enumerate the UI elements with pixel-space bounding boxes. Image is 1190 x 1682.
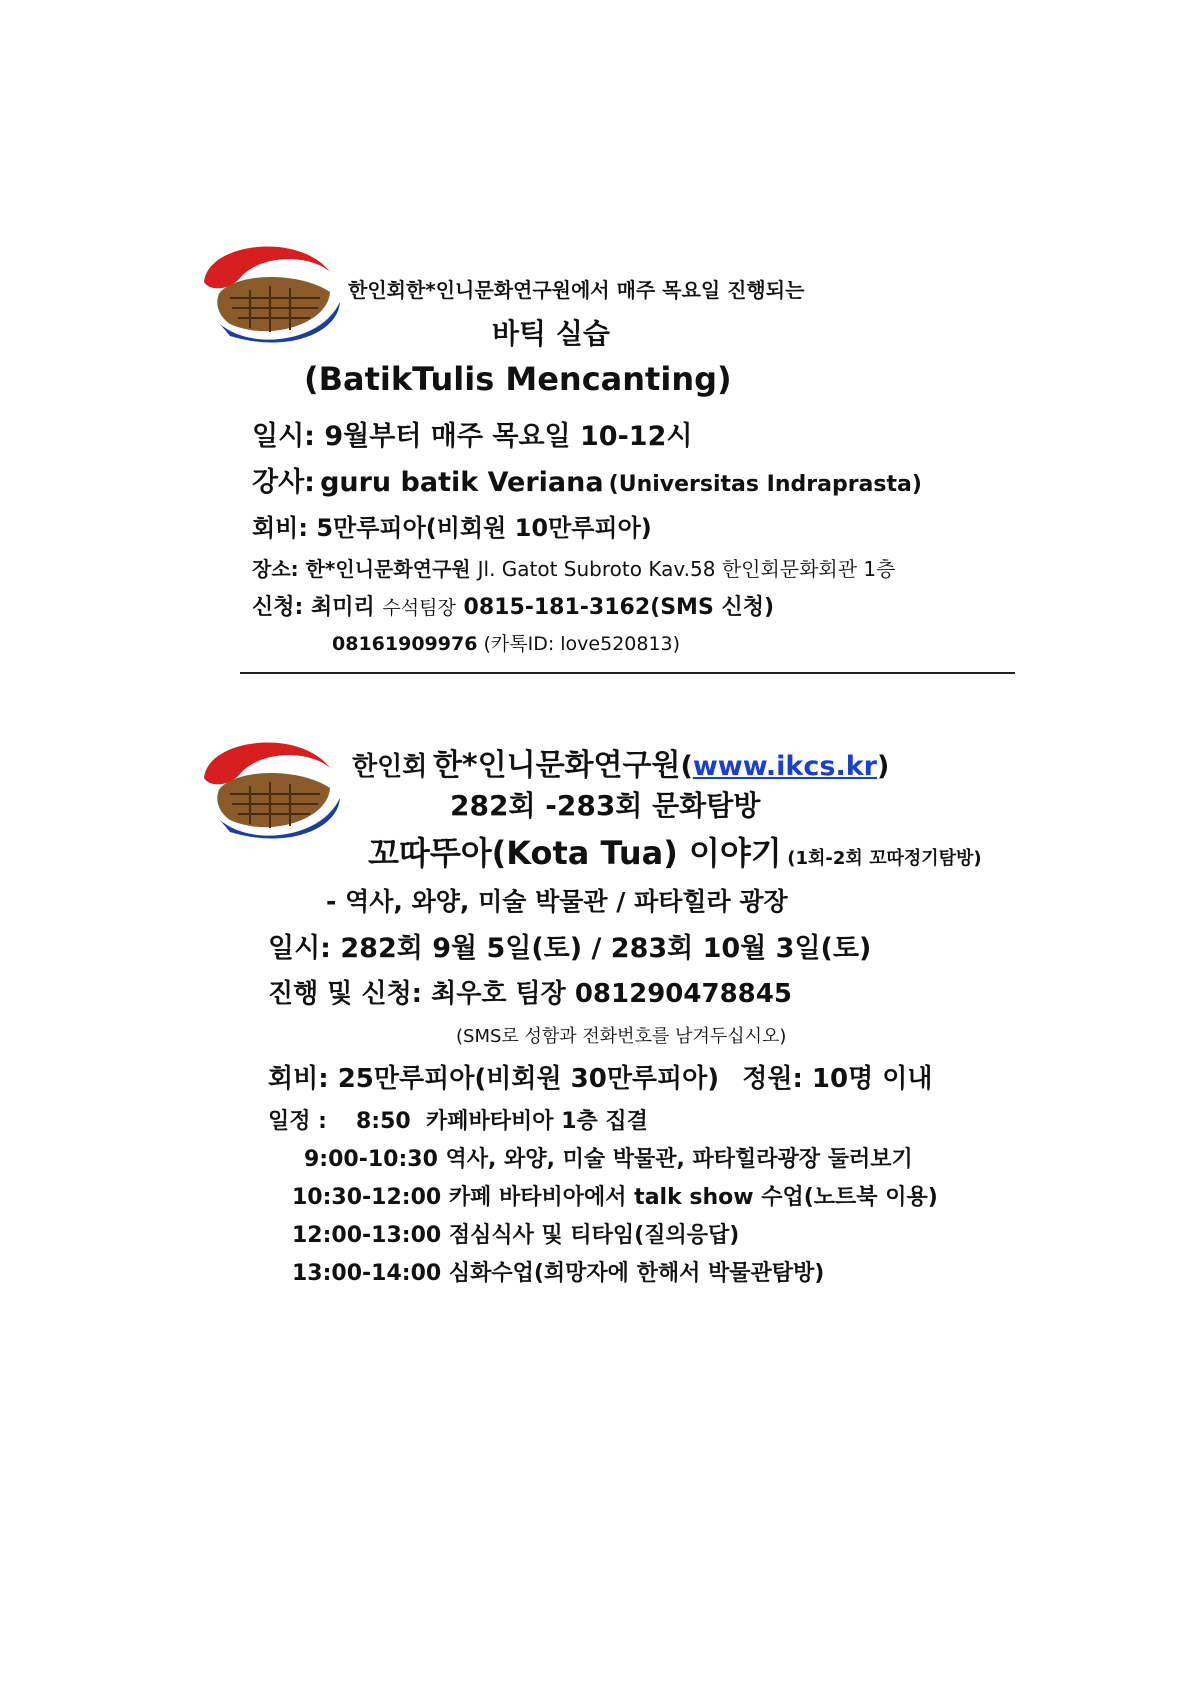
section1-apply-phone2: 08161909976 xyxy=(332,633,478,655)
section1-date-label: 일시: xyxy=(252,421,315,452)
section2-contact xyxy=(268,973,792,1010)
section1-place-address: Jl. Gatot Subroto Kav.58 한인회문화회관 1층 xyxy=(477,557,896,581)
emblem-logo-2 xyxy=(190,728,350,848)
section2-org-name: 한*인니문화연구원 xyxy=(432,748,681,783)
schedule-item: 12:00-13:00 점심식사 및 티타임(질의응답) xyxy=(292,1223,740,1248)
section1-subtitle: (BatikTulis Mencanting) xyxy=(304,360,732,398)
section1-fee xyxy=(252,508,652,543)
org-website-link[interactable]: www.ikcs.kr xyxy=(692,751,877,782)
section1-place xyxy=(252,553,895,582)
section2-title-note: (1회-2회 꼬따정기탐방) xyxy=(787,848,982,869)
section1-fee-value: 5만루피아(비회원 10만루피아) xyxy=(316,514,652,542)
section2-date-value: 282회 9월 5일(토) / 283회 10월 3일(토) xyxy=(340,933,872,964)
section1-instructor-label: 강사: xyxy=(252,467,315,498)
section1-apply-label: 신청: xyxy=(252,595,304,620)
section1-apply xyxy=(252,590,774,621)
section1-apply-contacts xyxy=(332,629,680,656)
section2-session: 282회 -283회 문화탐방 xyxy=(450,789,761,822)
section2-capacity: 정원: 10명 이내 xyxy=(742,1064,933,1094)
section1-fee-label: 회비: xyxy=(252,514,308,542)
section2-org-line xyxy=(352,740,889,784)
section2-date xyxy=(268,926,871,965)
korea-indonesia-emblem-icon xyxy=(190,232,350,352)
section1-date xyxy=(252,414,692,453)
section2-sms-note: (SMS로 성함과 전화번호를 남겨두십시오) xyxy=(456,1026,787,1047)
section1-instructor-affiliation: (Universitas Indraprasta) xyxy=(608,472,922,497)
schedule-item: 9:00-10:30 역사, 와양, 미술 박물관, 파타힐라광장 둘러보기 xyxy=(304,1147,913,1172)
section2-url-close: ) xyxy=(877,751,890,782)
section-divider xyxy=(240,672,1015,674)
section1-instructor-value: guru batik Veriana xyxy=(320,467,604,498)
emblem-logo-1 xyxy=(190,232,350,352)
section2-contact-value: 최우호 팀장 081290478845 xyxy=(431,979,792,1009)
section2-contact-label: 진행 및 신청: xyxy=(268,979,423,1009)
section1-intro: 한인회한*인니문화연구원에서 매주 목요일 진행되는 xyxy=(348,278,805,302)
section1-apply-kakao: (카톡ID: love520813) xyxy=(483,633,681,655)
section2-fee-label: 회비: xyxy=(268,1064,329,1094)
section2-fee xyxy=(268,1058,933,1095)
schedule-item: 10:30-12:00 카페 바타비아에서 talk show 수업(노트북 이용) xyxy=(292,1185,938,1210)
section1-instructor xyxy=(252,460,922,499)
section1-place-label: 장소: xyxy=(252,557,299,581)
section1-title: 바틱 실습 xyxy=(492,317,610,350)
section1-apply-role: 수석팀장 xyxy=(382,597,456,619)
section2-subtitle: - 역사, 와양, 미술 박물관 / 파타힐라 광장 xyxy=(326,887,788,916)
section1-apply-name: 최미리 xyxy=(310,595,375,620)
section1-apply-phone: 0815-181-3162(SMS 신청) xyxy=(463,595,775,620)
schedule-item: 13:00-14:00 심화수업(희망자에 한해서 박물관탐방) xyxy=(292,1261,825,1286)
schedule-item: 8:50 카페바타비아 1층 집결 xyxy=(356,1109,648,1134)
section2-fee-value: 25만루피아(비회원 30만루피아) xyxy=(337,1064,720,1094)
section2-date-label: 일시: xyxy=(268,933,331,964)
section2-url-open: ( xyxy=(680,751,693,782)
section2-title: 꼬따뚜아(Kota Tua) 이야기 xyxy=(368,834,782,872)
section2-schedule-label: 일정 : xyxy=(268,1109,327,1134)
section2-org-prefix: 한인회 xyxy=(352,752,428,782)
section1-date-value: 9월부터 매주 목요일 10-12시 xyxy=(324,421,693,452)
section2-title-line xyxy=(368,828,982,874)
section1-place-org: 한*인니문화연구원 xyxy=(305,557,471,581)
korea-indonesia-emblem-icon xyxy=(190,728,350,848)
